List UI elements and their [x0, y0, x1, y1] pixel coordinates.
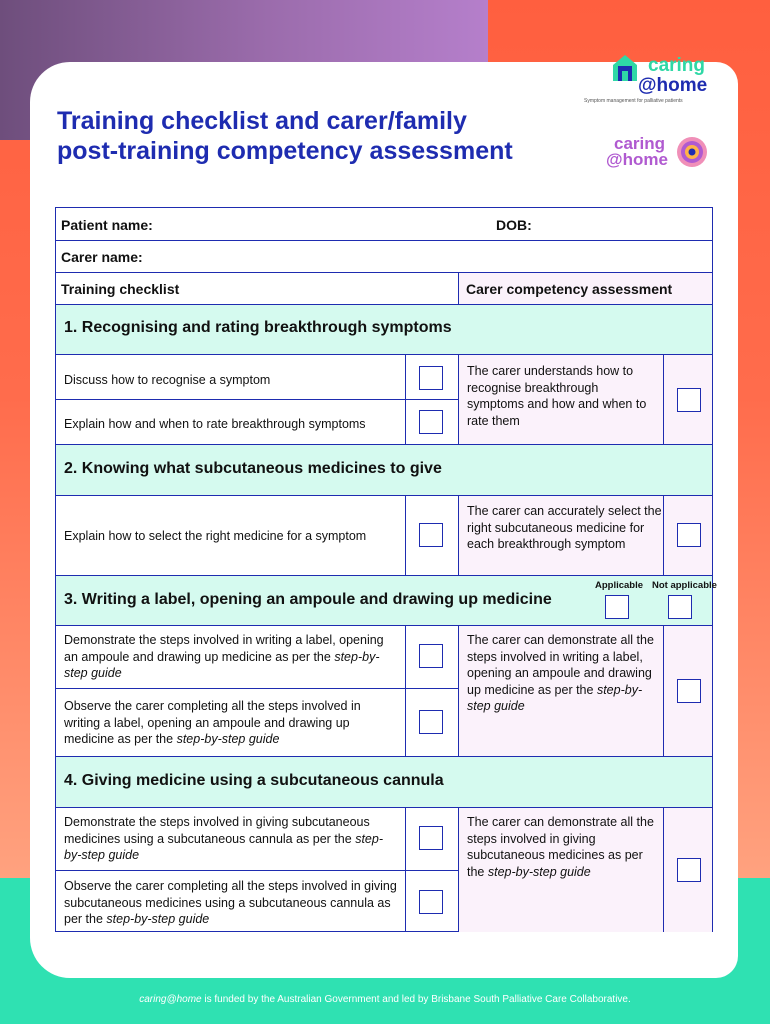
- divider: [458, 495, 459, 575]
- section-1-item-2-checkbox[interactable]: [419, 410, 443, 434]
- step-by-step-guide-ref: step-by-step guide: [64, 831, 383, 862]
- patient-name-label: Patient name:: [61, 217, 153, 233]
- section-1-assessment: The carer understands how to recognise breakthrough symptoms and how and when to rate them: [467, 364, 647, 428]
- house-icon: [612, 54, 638, 82]
- section-2-item-1: Explain how to select the right medicine for a symptom: [64, 529, 367, 543]
- section-3-item-2-checkbox[interactable]: [419, 710, 443, 734]
- carer-competency-header: Carer competency assessment: [466, 281, 673, 297]
- title-line-2: post-training competency assessment: [57, 137, 513, 165]
- footer-brand: caring@home: [139, 994, 202, 1005]
- divider: [458, 272, 459, 304]
- footer-funding-note: [0, 994, 770, 1005]
- assessment-form: [55, 207, 717, 932]
- divider: [56, 688, 459, 689]
- section-3-header: [56, 576, 717, 625]
- section-3-assessment: [467, 632, 662, 715]
- section-2-header: [56, 445, 712, 495]
- not-applicable-checkbox[interactable]: [668, 595, 692, 619]
- divider: [405, 495, 406, 575]
- section-3-item-1-checkbox[interactable]: [419, 644, 443, 668]
- flower-icon: [676, 136, 708, 168]
- step-by-step-guide-ref: step-by-step guide: [176, 732, 280, 746]
- divider: [56, 399, 459, 400]
- section-3-item-1-text: Demonstrate the steps involved in writing a label, opening an ampoule and drawing up medicine as per the: [64, 633, 384, 664]
- section-1-header: [56, 305, 712, 354]
- divider: [56, 870, 459, 871]
- section-4-item-1-checkbox[interactable]: [419, 826, 443, 850]
- divider: [458, 807, 459, 932]
- step-by-step-guide-ref: step-by-step guide: [487, 864, 591, 879]
- divider: [405, 807, 406, 932]
- section-4-assessment-checkbox[interactable]: [677, 858, 701, 882]
- divider: [405, 354, 406, 444]
- divider: [663, 625, 664, 756]
- section-4-item-1-text: Demonstrate the steps involved in giving subcutaneous medicines using a subcutaneous cannula as per the: [64, 815, 370, 846]
- logo2-word-caring: caring: [614, 134, 666, 153]
- section-3-assessment-text: The carer can demonstrate all the steps involved in writing a label, opening an ampoule and drawing up medicine as per the: [467, 633, 654, 697]
- section-2-assessment-checkbox[interactable]: [677, 523, 701, 547]
- not-applicable-label: Not applicable: [652, 580, 717, 591]
- divider: [56, 240, 712, 241]
- section-4-item-1: [64, 814, 399, 864]
- section-2-item-1-checkbox[interactable]: [419, 523, 443, 547]
- step-by-step-guide-ref: step-by-step guide: [467, 682, 643, 713]
- logo-tagline: Symptom management for palliative patients: [584, 98, 683, 104]
- caring-at-home-secondary-logo: [606, 134, 716, 174]
- logo-word-caring: caring: [648, 55, 706, 76]
- applicable-label: Applicable: [595, 580, 644, 591]
- section-4-item-2-checkbox[interactable]: [419, 890, 443, 914]
- section-1-title: 1. Recognising and rating breakthrough symptoms: [64, 319, 452, 336]
- section-2-title: 2. Knowing what subcutaneous medicines to give: [64, 460, 442, 477]
- logo2-word-at-home: @home: [606, 150, 668, 169]
- section-4-item-2-text: Observe the carer completing all the steps involved in giving subcutaneous medicines using a subcutaneous cannula as per the: [64, 879, 397, 926]
- divider: [663, 807, 664, 932]
- section-1-item-2: Explain how and when to rate breakthrough symptoms: [64, 417, 366, 431]
- section-2-assessment: The carer can accurately select the right subcutaneous medicine for each breakthrough symptom: [467, 504, 662, 551]
- section-3-assessment-checkbox[interactable]: [677, 679, 701, 703]
- section-3-item-2: [64, 698, 394, 748]
- section-3-item-2-text: Observe the carer completing all the steps involved in writing a label, opening an ampoule and drawing up medicine as per the: [64, 699, 361, 746]
- section-3-item-1: [64, 632, 394, 682]
- logo-word-at-home: @home: [638, 75, 708, 96]
- divider: [663, 354, 664, 444]
- training-checklist-header: Training checklist: [61, 281, 180, 297]
- section-3-title: 3. Writing a label, opening an ampoule and drawing up medicine: [64, 591, 552, 608]
- page-title: [57, 106, 577, 166]
- divider: [458, 354, 459, 444]
- section-4-assessment-text: The carer can demonstrate all the steps involved in giving subcutaneous medicines as per the: [467, 815, 654, 879]
- applicable-checkbox[interactable]: [605, 595, 629, 619]
- step-by-step-guide-ref: step-by-step guide: [106, 912, 210, 926]
- section-4-title: 4. Giving medicine using a subcutaneous cannula: [64, 772, 444, 789]
- section-1-item-1: Discuss how to recognise a symptom: [64, 373, 271, 387]
- divider: [663, 495, 664, 575]
- footer-text: is funded by the Australian Government and led by Brisbane South Palliative Care Collaborative.: [201, 994, 631, 1005]
- dob-label: DOB:: [496, 217, 532, 233]
- carer-name-label: Carer name:: [61, 249, 143, 265]
- divider: [405, 625, 406, 756]
- step-by-step-guide-ref: step-by-step guide: [64, 649, 380, 680]
- title-line-1: Training checklist and carer/family: [57, 107, 467, 135]
- section-1-item-1-checkbox[interactable]: [419, 366, 443, 390]
- divider: [458, 625, 459, 756]
- section-4-header: [56, 757, 712, 807]
- section-1-assessment-checkbox[interactable]: [677, 388, 701, 412]
- caring-at-home-logo: [582, 52, 732, 112]
- section-4-assessment: [467, 814, 657, 880]
- section-4-item-2: [64, 878, 399, 928]
